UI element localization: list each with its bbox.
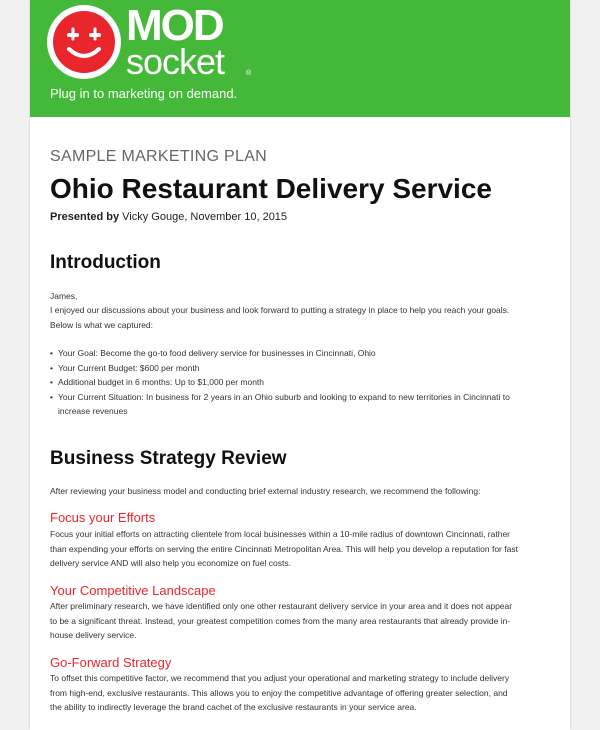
strategy-intro: After reviewing your business model and conducting brief external industry research, we recommend the following: (50, 486, 481, 496)
section-heading-competitive: Your Competitive Landscape (50, 583, 216, 598)
list-item: • Your Current Budget: $600 per month (50, 361, 520, 376)
section-heading-focus: Focus your Efforts (50, 510, 156, 525)
document-page (30, 0, 570, 730)
presented-by-label: Presented by (50, 211, 120, 223)
section-body-focus: Focus your initial efforts on attracting clientele from local businesses within a 10-mile radius of downtown Cincinnati, rather than expending your efforts on serving the entire Cincinnati Metropolitan Area. This will help you develop a reputation for fast delivery service AND will also help you economize on fuel costs. (50, 529, 518, 568)
list-item: • Your Current Situation: In business for 2 years in an Ohio suburb and looking to expand to new territories in Cincinnati to increase revenues (50, 390, 520, 419)
section-body-go-forward: To offset this competitive factor, we recommend that you adjust your operational and marketing strategy to include delivery from high-end, exclusive restaurants. This allows you to enjoy the competitive advantage of offering greater selection, and the ability to indirectly leverage the brand cachet of the exclusive restaurants in your service area. (50, 673, 510, 712)
document-title: Ohio Restaurant Delivery Service (50, 173, 492, 204)
section-heading-go-forward: Go-Forward Strategy (50, 655, 172, 670)
list-item: • Additional budget in 6 months: Up to $1,000 per month (50, 375, 520, 390)
brand-banner (30, 0, 570, 117)
brand-tagline: Plug in to marketing on demand. (50, 86, 238, 101)
brand-name-socket: socket (126, 41, 225, 82)
document-kicker: SAMPLE MARKETING PLAN (50, 148, 268, 165)
introduction-heading: Introduction (50, 252, 161, 273)
presented-by-value: Vicky Gouge, November 10, 2015 (119, 211, 288, 223)
section-body-competitive: After preliminary research, we have identified only one other restaurant delivery service in your area and it does not appear to be a significant threat. Instead, your greatest competition comes from the many area restaurants that already provide in-house delivery service. (50, 601, 513, 640)
introduction-salutation: James, (50, 291, 78, 301)
strategy-heading: Business Strategy Review (50, 448, 287, 469)
introduction-body: I enjoyed our discussions about your business and look forward to putting a strategy in place to help you reach your goals. Below is what we captured: (50, 305, 510, 330)
brand-name-mod: MOD (126, 1, 223, 50)
presented-by-line (50, 211, 287, 223)
introduction-bullet-list (50, 346, 520, 419)
list-item: • Your Goal: Become the go-to food delivery service for businesses in Cincinnati, Ohio (50, 346, 520, 361)
registered-mark: ® (246, 70, 252, 77)
smiley-face-icon (47, 5, 121, 79)
